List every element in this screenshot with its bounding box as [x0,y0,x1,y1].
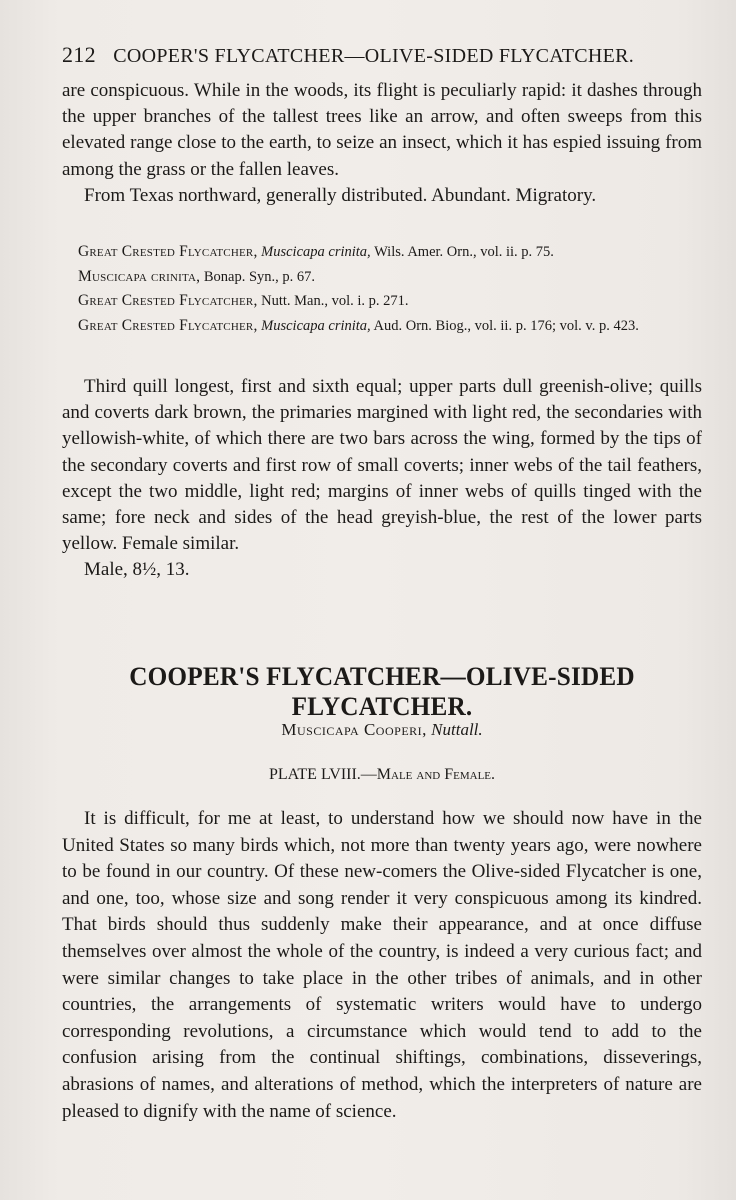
plate-caption: Male and Female. [376,766,496,783]
reference-latin: Muscicapa crinita, [261,317,371,334]
measure-fraction: ½ [142,559,157,581]
reference-name: Muscicapa crinita, [78,267,201,285]
page-number: 212 [62,42,96,67]
plate-line [62,766,702,784]
article-body [62,806,702,1125]
reference-name: Great Crested Flycatcher, [78,316,258,334]
article-paragraph: It is difficult, for me at least, to understand how we should now have in the United States so many birds which, not more than twenty years ago, were nowhere to be found in our country. Of these new-comers the Olive-sided Flycatcher is one, and one, too, whose size and song render it very conspicuous among its kindred. That birds should thus suddenly make their appearance, and at once diffuse themselves over almost the whole of the country, is indeed a very curious fact; and were similar changes to take place in the other tribes of animals, and in other countries, the arrangements of systematic writers would have to undergo corresponding revolutions, a circumstance which would tend to add to the confusion arising from the continual shiftings, combinations, disseverings, abrasions of names, and alterations of method, which the interpreters of nature are pleased to dignify with the name of science. [62,808,702,1122]
reference-source: Nutt. Man., vol. i. p. 271. [261,293,409,309]
measure-label: Male, 8 [84,559,143,581]
reference-entry [78,289,704,314]
reference-name: Great Crested Flycatcher, [78,292,258,309]
measure-rest: , 13. [156,559,190,581]
species-name: Muscicapa Cooperi, [281,720,427,739]
measurement-line [62,557,702,583]
reference-source: Wils. Amer. Orn., vol. ii. p. 75. [374,244,554,260]
reference-source: Aud. Orn. Biog., vol. ii. p. 176; vol. v. p. 423. [373,317,639,334]
plate-number: PLATE LVIII.— [268,766,377,783]
reference-entry [78,314,704,339]
species-author: Nuttall. [431,720,483,739]
running-header [62,42,692,68]
reference-entry [78,265,704,290]
continuation-block [62,78,702,209]
reference-name: Great Crested Flycatcher, [78,243,258,260]
description-paragraph: Third quill longest, first and sixth equal; upper parts dull greenish-olive; quills and coverts dark brown, the primaries margined with light red, the secondaries with yellowish-white, of which there are two bars across the wing, formed by the tips of the secondary coverts and first row of small coverts; inner webs of the tail feathers, except the two middle, light red; margins of inner webs of quills tinged with the same; fore neck and sides of the head greyish-blue, the rest of the lower parts yellow. Female similar. [62,376,702,555]
description-block [62,374,702,584]
synonymy-references [78,240,704,338]
article-title: COOPER'S FLYCATCHER—OLIVE-SIDED FLYCATCHER. [129,662,635,721]
continuation-paragraph: are conspicuous. While in the woods, its flight is peculiarly rapid: it dashes through the upper branches of the tallest trees like an arrow, and often sweeps from this elevated range close to the earth, to seize an insect, which it has espied issuing from among the grass or the fallen leaves. [62,80,702,180]
distribution-paragraph: From Texas northward, generally distributed. Abundant. Migratory. [84,184,597,206]
running-title: COOPER'S FLYCATCHER—OLIVE-SIDED FLYCATCHER. [113,45,635,67]
reference-entry [78,240,704,265]
reference-source: Bonap. Syn., p. 67. [203,268,316,285]
species-line [62,720,702,740]
reference-latin: Muscicapa crinita, [261,244,371,260]
